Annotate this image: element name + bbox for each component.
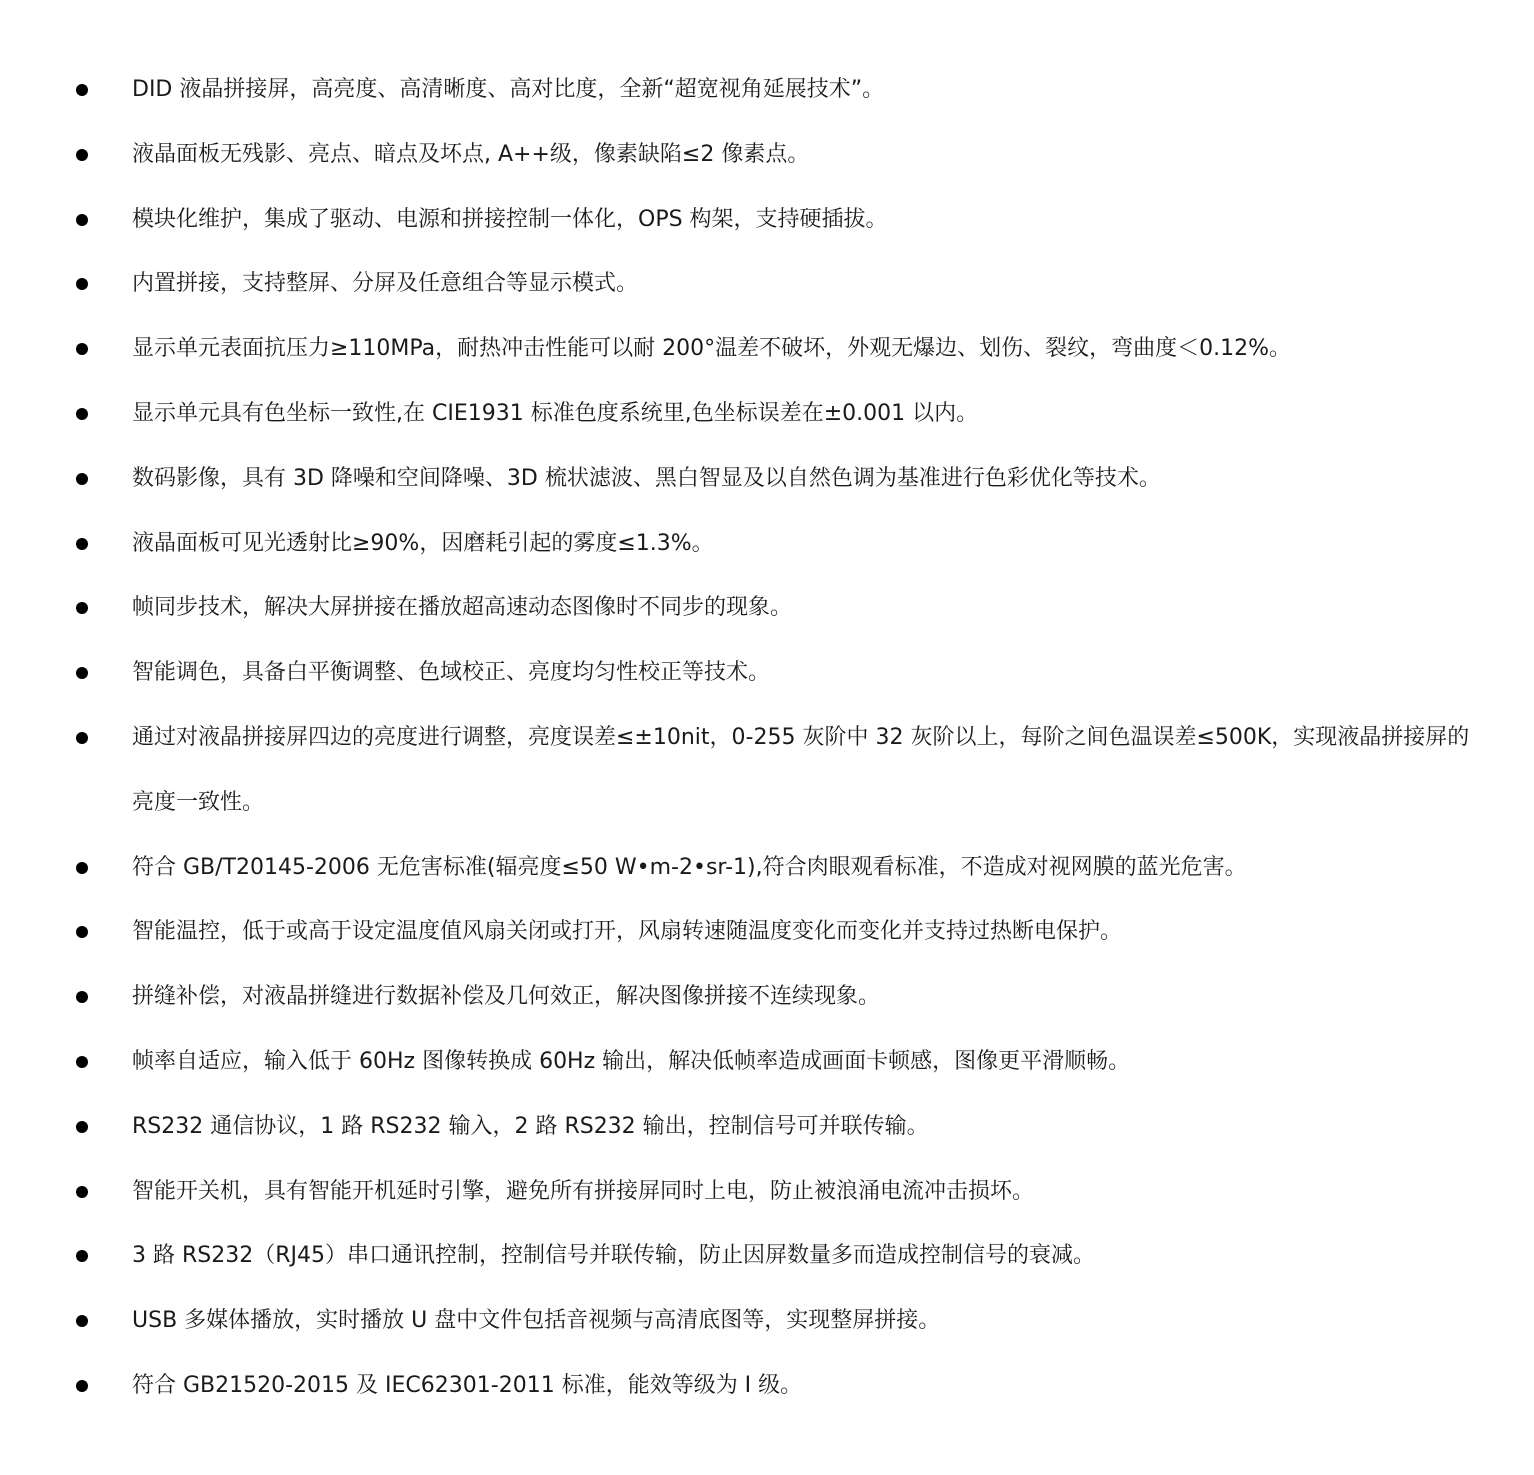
list-item [0,447,1534,512]
list-item-text: 通过对液晶拼接屏四边的亮度进行调整，亮度误差≤±10nit，0-255 灰阶中 32 灰阶以上，每阶之间色温误差≤500K，实现液晶拼接屏的亮度一致性。 [132,724,1470,815]
list-item-text: DID 液晶拼接屏，高亮度、高清晰度、高对比度，全新“超宽视角延展技术”。 [132,77,885,102]
bullet-icon [76,84,88,96]
bullet-icon [76,1186,88,1198]
bulleted-list [0,58,1534,1419]
bullet-icon [76,602,88,614]
list-item-text: 显示单元表面抗压力≥110MPa，耐热冲击性能可以耐 200°温差不破坏，外观无爆边、划伤、裂纹，弯曲度＜0.12%。 [132,336,1292,362]
bullet-icon [76,862,88,874]
list-item-text: 显示单元具有色坐标一致性,在 CIE1931 标准色度系统里,色坐标误差在±0.001 以内。 [132,400,979,426]
list-item-text: 拼缝补偿，对液晶拼缝进行数据补偿及几何效正，解决图像拼接不连续现象。 [132,984,881,1010]
bullet-icon [76,1315,88,1327]
list-item-text: 智能温控，低于或高于设定温度值风扇关闭或打开，风扇转速随温度变化而变化并支持过热断电保护。 [132,919,1123,945]
list-item [0,252,1534,317]
bullet-icon [76,1380,88,1392]
list-item [0,965,1534,1030]
bullet-icon [76,538,88,550]
bullet-icon [76,343,88,355]
list-item-text: 帧同步技术，解决大屏拼接在播放超高速动态图像时不同步的现象。 [132,595,793,621]
list-item [0,382,1534,447]
bullet-icon [76,667,88,679]
list-item [0,1095,1534,1160]
bullet-icon [76,926,88,938]
list-item-text: 数码影像，具有 3D 降噪和空间降噪、3D 梳状滤波、黑白智显及以自然色调为基准进行色彩优化等技术。 [132,465,1161,491]
list-item [0,900,1534,965]
bullet-icon [76,408,88,420]
bullet-icon [76,278,88,290]
bullet-icon [76,1121,88,1133]
list-item [0,1160,1534,1225]
list-item-text: 智能开关机，具有智能开机延时引擎，避免所有拼接屏同时上电，防止被浪涌电流冲击损坏。 [132,1178,1035,1204]
list-item [0,1224,1534,1289]
bullet-icon [76,1250,88,1262]
bullet-icon [76,991,88,1003]
list-item [0,641,1534,706]
list-item [0,58,1534,123]
list-item-text: 符合 GB21520-2015 及 IEC62301-2011 标准，能效等级为 I 级。 [132,1372,803,1398]
bullet-icon [76,473,88,485]
list-item [0,576,1534,641]
list-item-text: 帧率自适应，输入低于 60Hz 图像转换成 60Hz 输出，解决低帧率造成画面卡顿感，图像更平滑顺畅。 [132,1048,1131,1074]
bullet-icon [76,149,88,161]
list-item-text: 模块化维护，集成了驱动、电源和拼接控制一体化，OPS 构架，支持硬插拔。 [132,206,888,232]
bullet-icon [76,214,88,226]
list-item-text: USB 多媒体播放，实时播放 U 盘中文件包括音视频与高清底图等，实现整屏拼接。 [132,1308,941,1334]
list-item [0,123,1534,188]
list-item [0,836,1534,901]
bullet-icon [76,1056,88,1068]
list-item [0,188,1534,253]
list-item-text: 内置拼接，支持整屏、分屏及任意组合等显示模式。 [132,271,639,297]
list-item [0,317,1534,382]
list-item-text: RS232 通信协议，1 路 RS232 输入，2 路 RS232 输出，控制信号可并联传输。 [132,1113,929,1139]
list-item-text: 符合 GB/T20145-2006 无危害标准(辐亮度≤50 W•m-2•sr-1),符合肉眼观看标准，不造成对视网膜的蓝光危害。 [132,854,1247,880]
list-item [0,512,1534,577]
list-item [0,1289,1534,1354]
list-item-text: 3 路 RS232（RJ45）串口通讯控制，控制信号并联传输，防止因屏数量多而造成控制信号的衰减。 [132,1243,1095,1269]
list-item-text: 液晶面板无残影、亮点、暗点及坏点, A++级，像素缺陷≤2 像素点。 [132,141,810,167]
bullet-icon [76,732,88,744]
list-item [0,1354,1534,1419]
list-item [0,1030,1534,1095]
list-item [0,706,1534,836]
list-item-text: 智能调色，具备白平衡调整、色域校正、亮度均匀性校正等技术。 [132,660,771,686]
list-item-text: 液晶面板可见光透射比≥90%，因磨耗引起的雾度≤1.3%。 [132,530,714,556]
